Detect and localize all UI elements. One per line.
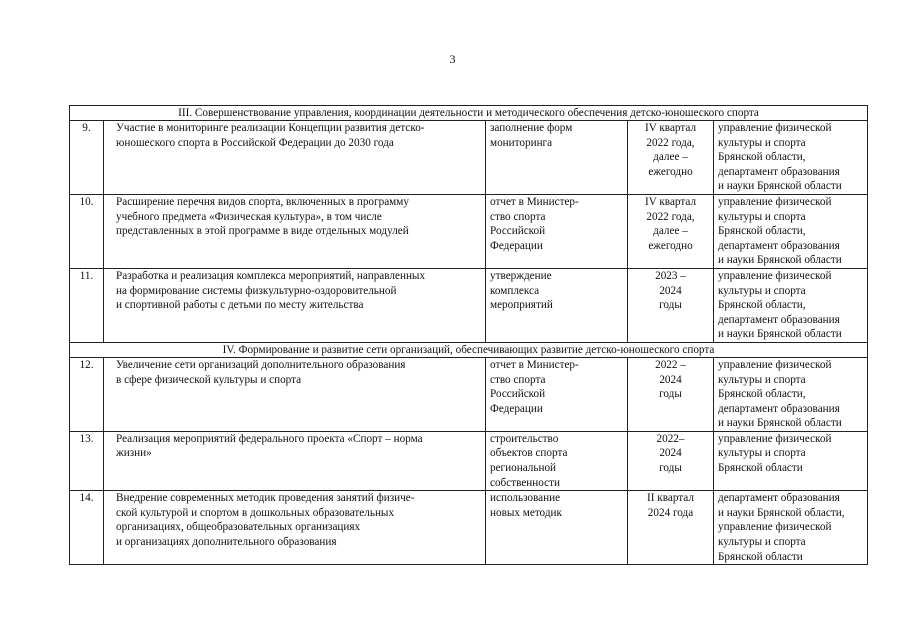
responsible-cell: департамент образования и науки Брянской области, управление физической культуры и спорта Брянской области [714, 491, 868, 565]
row-number: 10. [70, 194, 104, 268]
action-cell: Внедрение современных методик проведения занятий физиче- ской культурой и спортом в дошкольных образовательных организациях, общеобразовательных организациях и организациях дополнительного образования [104, 491, 486, 565]
result-cell: строительство объектов спорта региональной собственности [486, 431, 628, 490]
result-cell: отчет в Министер- ство спорта Российской Федерации [486, 194, 628, 268]
term-cell: 2023 – 2024 годы [628, 268, 714, 342]
section-title: IV. Формирование и развитие сети организаций, обеспечивающих развитие детско-юношеского спорта [70, 342, 868, 357]
section-header [70, 342, 868, 357]
result-cell: использование новых методик [486, 491, 628, 565]
action-cell: Расширение перечня видов спорта, включенных в программу учебного предмета «Физическая культура», в том числе представленных в этой программе в виде отдельных модулей [104, 194, 486, 268]
term-cell: II квартал 2024 года [628, 491, 714, 565]
table-row [70, 357, 868, 431]
responsible-cell: управление физической культуры и спорта Брянской области, департамент образования и науки Брянской области [714, 357, 868, 431]
responsible-cell: управление физической культуры и спорта Брянской области [714, 431, 868, 490]
row-number: 13. [70, 431, 104, 490]
table-row [70, 268, 868, 342]
row-number: 12. [70, 357, 104, 431]
result-cell: отчет в Министер- ство спорта Российской Федерации [486, 357, 628, 431]
result-cell: утверждение комплекса мероприятий [486, 268, 628, 342]
term-cell: 2022– 2024 годы [628, 431, 714, 490]
term-cell: IV квартал 2022 года, далее – ежегодно [628, 194, 714, 268]
row-number: 11. [70, 268, 104, 342]
responsible-cell: управление физической культуры и спорта Брянской области, департамент образования и науки Брянской области [714, 194, 868, 268]
section-title: III. Совершенствование управления, координации деятельности и методического обеспечения детско-юношеского спорта [70, 106, 868, 121]
responsible-cell: управление физической культуры и спорта Брянской области, департамент образования и науки Брянской области [714, 121, 868, 195]
term-cell: IV квартал 2022 года, далее – ежегодно [628, 121, 714, 195]
action-cell: Разработка и реализация комплекса мероприятий, направленных на формирование системы физкультурно-оздоровительной и спортивной работы с детьми по месту жительства [104, 268, 486, 342]
section-header [70, 106, 868, 121]
table-row [70, 194, 868, 268]
row-number: 14. [70, 491, 104, 565]
responsible-cell: управление физической культуры и спорта Брянской области, департамент образования и науки Брянской области [714, 268, 868, 342]
page-number: 3 [449, 52, 456, 66]
action-cell: Реализация мероприятий федерального проекта «Спорт – норма жизни» [104, 431, 486, 490]
term-cell: 2022 – 2024 годы [628, 357, 714, 431]
measures-table [69, 105, 868, 565]
table-row [70, 431, 868, 490]
action-cell: Увеличение сети организаций дополнительного образования в сфере физической культуры и спорта [104, 357, 486, 431]
table-row [70, 491, 868, 565]
row-number: 9. [70, 121, 104, 195]
table-row [70, 121, 868, 195]
action-cell: Участие в мониторинге реализации Концепции развития детско- юношеского спорта в Российской Федерации до 2030 года [104, 121, 486, 195]
result-cell: заполнение форм мониторинга [486, 121, 628, 195]
